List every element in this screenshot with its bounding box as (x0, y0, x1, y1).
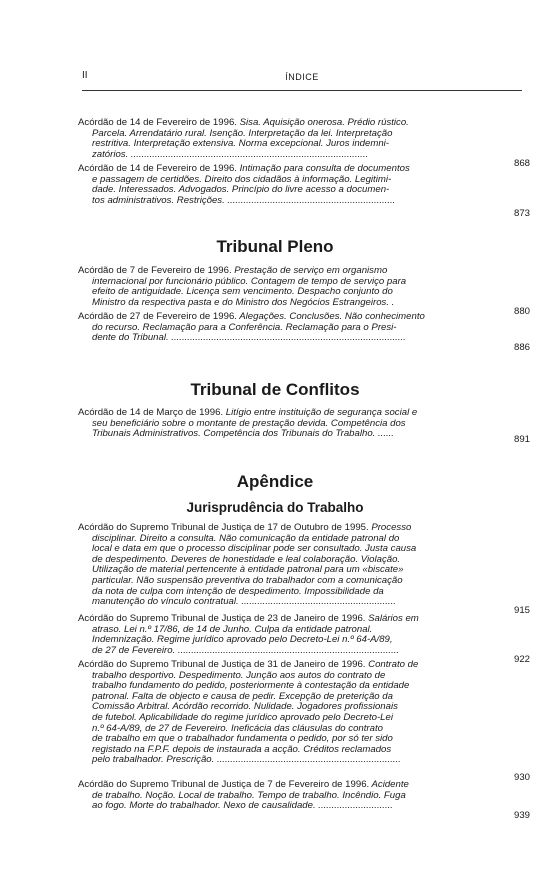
page-ref: 886 (513, 342, 530, 353)
index-entry: Acórdão do Supremo Tribunal de Justiça de 31 de Janeiro de 1996. Contrato de trabalho desportivo. Despedimento. Junção aos autos do contrato de trabalho fundamento do pedido, posteriormente à contestação da entidade patronal. Falta de objecto e causa de pedir. Excepção de preterição da Comissão Arbitral. Acórdão recorrido. Nulidade. Jogadores profissionais de futebol. Aplicabilidade do regime jurídico aprovado pelo Decreto-Lei n.º 64-A/89, de 27 de Fevereiro. Ineficácia das cláusulas do contrato de trabalho em que o trabalhador fundamenta o pedido, por só ter sido registado na F.P.F. depois de instaurada a acção. Créditos reclamados pelo trabalhador. Prescrição. ..................................................................... (78, 659, 419, 766)
page-ref: 873 (513, 208, 530, 219)
section-title-conflitos: Tribunal de Conflitos (190, 380, 360, 399)
index-entry: Acórdão de 7 de Fevereiro de 1996. Prestação de serviço em organismo internacional por funcionário público. Contagem de tempo de serviço para efeito de antiguidade. Licença sem vencimento. Despacho conjunto do Ministro da respectiva pasta e do Ministro dos Negócios Estrangeiros. . (78, 265, 407, 308)
page-ref: 915 (513, 605, 530, 616)
section-title-pleno: Tribunal Pleno (216, 237, 334, 256)
page-ref: 880 (513, 306, 530, 317)
index-entry: Acórdão do Supremo Tribunal de Justiça de 23 de Janeiro de 1996. Salários em atraso. Lei n.º 17/86, de 14 de Junho. Culpa da entidade patronal. Indemnização. Regime jurídico aprovado pelo Decreto-Lei n.º 64-A/89, de 27 de Fevereiro. ................................................................................... (78, 613, 419, 656)
index-entry: Acórdão de 27 de Fevereiro de 1996. Alegações. Conclusões. Não conhecimento do recurso. Reclamação para a Conferência. Reclamação para o Presi- dente do Tribunal. ........................................................................................ (78, 311, 425, 344)
section-title-apendice: Apêndice (236, 472, 314, 491)
page-ref: 930 (513, 772, 530, 783)
running-header (82, 66, 522, 91)
section-subtitle-jurisprudencia: Jurisprudência do Trabalho (186, 500, 364, 515)
page-ref: 868 (513, 158, 530, 169)
page-ref: 922 (513, 654, 530, 665)
index-entry: Acórdão de 14 de Março de 1996. Litígio entre instituição de segurança social e seu beneficiário sobre o montante de prestação devida. Competência dos Tribunais Administrativos. Competência dos Tribunais do Trabalho. ...... (78, 407, 418, 440)
page-ref: 939 (513, 810, 530, 821)
index-entry: Acórdão do Supremo Tribunal de Justiça de 17 de Outubro de 1995. Processo disciplinar. Direito a consulta. Não comunicação da entidade patronal do local e data em que o processo disciplinar pode ser consultado. Justa causa de despedimento. Deveres de honestidade e leal colaboração. Violação. Utilização de material pertencente à entidade patronal para um «biscate» particular. Não suspensão preventiva do trabalhador com a comunicação da nota de culpa com intenção de despedimento. Impossibilidade da manutenção do vínculo contratual. .......................................................... (78, 522, 417, 608)
index-entry: Acórdão de 14 de Fevereiro de 1996. Sisa. Aquisição onerosa. Prédio rústico. Parcela. Arrendatário rural. Isenção. Interpretação da lei. Interpretação restritiva. Interpretação extensiva. Norma excepcional. Juros indemni- zatórios. ......................................................................................... (78, 117, 409, 160)
header-title: ÍNDICE (285, 72, 319, 82)
index-entry: Acórdão de 14 de Fevereiro de 1996. Intimação para consulta de documentos e passagem de certidões. Direito dos cidadãos à informação. Legitimi- dade. Interessados. Advogados. Princípio do livre acesso a documen- tos administrativos. Restrições. ............................................................... (78, 163, 410, 206)
page-number: II (82, 70, 88, 81)
page-ref: 891 (513, 434, 530, 445)
index-entry: Acórdão do Supremo Tribunal de Justiça de 7 de Fevereiro de 1996. Acidente de trabalho. Noção. Local de trabalho. Tempo de trabalho. Incêndio. Fuga ao fogo. Morte do trabalhador. Nexo de causalidade. ............................ (78, 779, 409, 812)
